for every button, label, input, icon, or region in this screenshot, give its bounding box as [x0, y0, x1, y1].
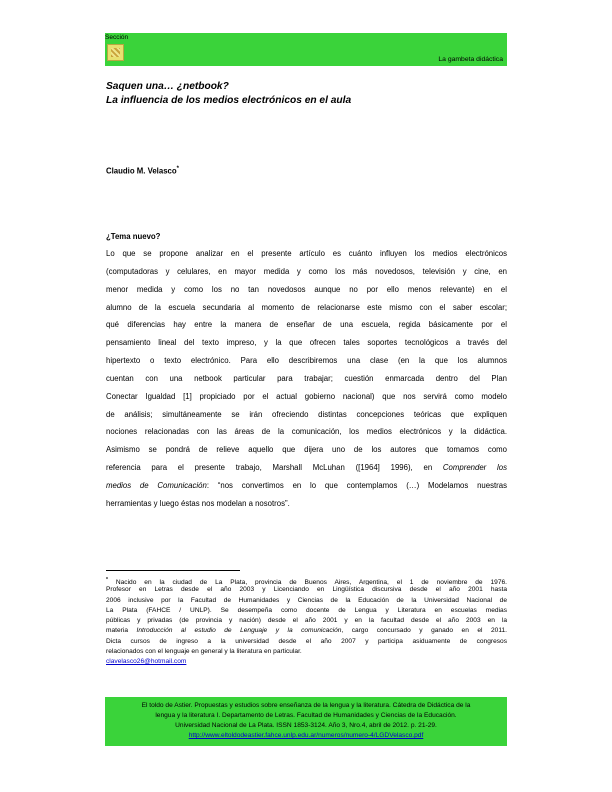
footnote-line — [106, 626, 507, 636]
journal-logo-icon — [107, 44, 124, 61]
course-title: Introducción al estudio de Lenguaje y la comunicación — [136, 627, 342, 635]
footnote-line: relacionados con el lenguaje en general y la literatura en particular. — [106, 648, 302, 656]
footnote-line — [106, 575, 507, 585]
section-header-band — [105, 33, 507, 66]
footnote-line: públicas y privadas (de provincia y nación) desde el año 2001 y en la facultad desde el año 2003 en la — [106, 617, 507, 625]
body-line: nociones relacionadas con las áreas de la comunicación, los medios electrónicos y la didáctica. — [106, 427, 507, 437]
body-line: (computadoras y celulares, en mayor medida y como los más novedosos, televisión y cine, en — [106, 266, 507, 276]
author-name: Claudio M. Velasco — [106, 166, 177, 176]
footnote-line: Dicta cursos de ingreso a la universidad desde el año 2007 y participa asiduamente de congresos — [106, 637, 507, 645]
body-line: de análisis; simultáneamente se irán ofreciendo distintas concepciones teóricas que expliquen — [106, 409, 507, 419]
footer-line-1: El toldo de Astier. Propuestas y estudios sobre enseñanza de la lengua y la literatura. Cátedra de Didáctica de la — [141, 702, 471, 709]
footnote-line: La Plata (FAHCE / UNLP). Se desempeña como docente de Lengua y Literatura en escuelas medias — [106, 606, 507, 614]
footer-line-3: Universidad Nacional de La Plata. ISSN 1853-3124. Año 3, Nro.4, abril de 2012. p. 21-29. — [175, 722, 437, 729]
section-name: La gambeta didáctica — [438, 56, 503, 63]
footnote-line — [106, 657, 507, 667]
body-line: herramientas y luego éstas nos modelan a nosotros”. — [106, 498, 290, 508]
body-text: : “nos convertimos en lo que contemplamos (…) Modelamos nuestras — [206, 480, 507, 490]
article-body — [106, 231, 507, 516]
body-line: Lo que se propone analizar en el presente artículo es cuánto influyen los medios electrónicos — [106, 249, 507, 258]
body-line — [106, 462, 507, 480]
body-line: Conectar Igualdad [1] propiciado por el actual gobierno nacional) que nos servirá como modelo — [106, 391, 507, 401]
footnote-text: , cargo concursado y ganado en el 2011. — [341, 627, 507, 635]
title-line-1: Saquen una… ¿netbook? — [106, 81, 229, 92]
body-text: referencia para el presente trabajo, Marshall McLuhan ([1964] 1996), en — [106, 463, 443, 473]
title-line-2: La influencia de los medios electrónicos en el aula — [106, 95, 352, 106]
body-line: menor medida y como los no tan novedosos aunque no por ello menos relevante) en el — [106, 284, 507, 294]
footnote-marker: * — [106, 577, 108, 583]
body-line — [106, 480, 507, 498]
body-line: alumno de la escuela secundaria al momento de relacionarse este mismo con el saber escolar; — [106, 302, 507, 312]
author-line — [106, 166, 179, 176]
footnote-line: 2006 inclusive por la Facultad de Humanidades y Ciencias de la Educación de la Universidad Nacional de — [106, 596, 507, 604]
journal-footer-band — [105, 697, 507, 746]
footer-line-2: lengua y la literatura I. Departamento de Letras. Facultad de Humanidades y Ciencias de la Educación. — [155, 712, 457, 719]
book-title-part-2: medios de Comunicación — [106, 480, 207, 490]
body-line: qué diferencias hay entre la manera de enseñar de una escuela, regida básicamente por el — [106, 320, 507, 330]
body-line: cuentan con una netbook particular para trabajar; cuestión enmarcada dentro del Plan — [106, 373, 507, 383]
author-email-link[interactable]: clavelasco26@hotmail.com — [106, 658, 187, 666]
book-title-part-1: Comprender los — [442, 463, 507, 473]
body-line: hipertexto o texto electrónico. Para ello describiremos una clase (en la que los alumnos — [106, 356, 507, 366]
section-heading: ¿Tema nuevo? — [106, 232, 161, 241]
footnote-text: materia — [106, 627, 137, 635]
footnote-line: Profesor en Letras desde el año 2003 y Licenciando en Lingüística discursiva desde el año 2001 hasta — [106, 586, 507, 594]
footnote-divider — [106, 570, 240, 571]
footnote-text: Nacido en la ciudad de La Plata, provincia de Buenos Aires, Argentina, el 1 de noviembre de 1976. — [115, 579, 507, 586]
author-footnote-marker[interactable]: * — [176, 166, 179, 172]
article-title — [106, 80, 351, 108]
body-line: pensamiento lineal del texto impreso, y la que ofrecen tales soportes tecnológicos a través del — [106, 338, 507, 348]
footnote — [106, 575, 507, 668]
article-url-link[interactable]: http://www.eltoldodeastier.fahce.unlp.edu.ar/numeros/numero-4/LGDVelasco.pdf — [188, 732, 424, 739]
section-label: Sección — [105, 34, 129, 41]
body-line: Asimismo se pondrá de relieve aquello que dijera uno de los autores que tomamos como — [106, 445, 507, 455]
